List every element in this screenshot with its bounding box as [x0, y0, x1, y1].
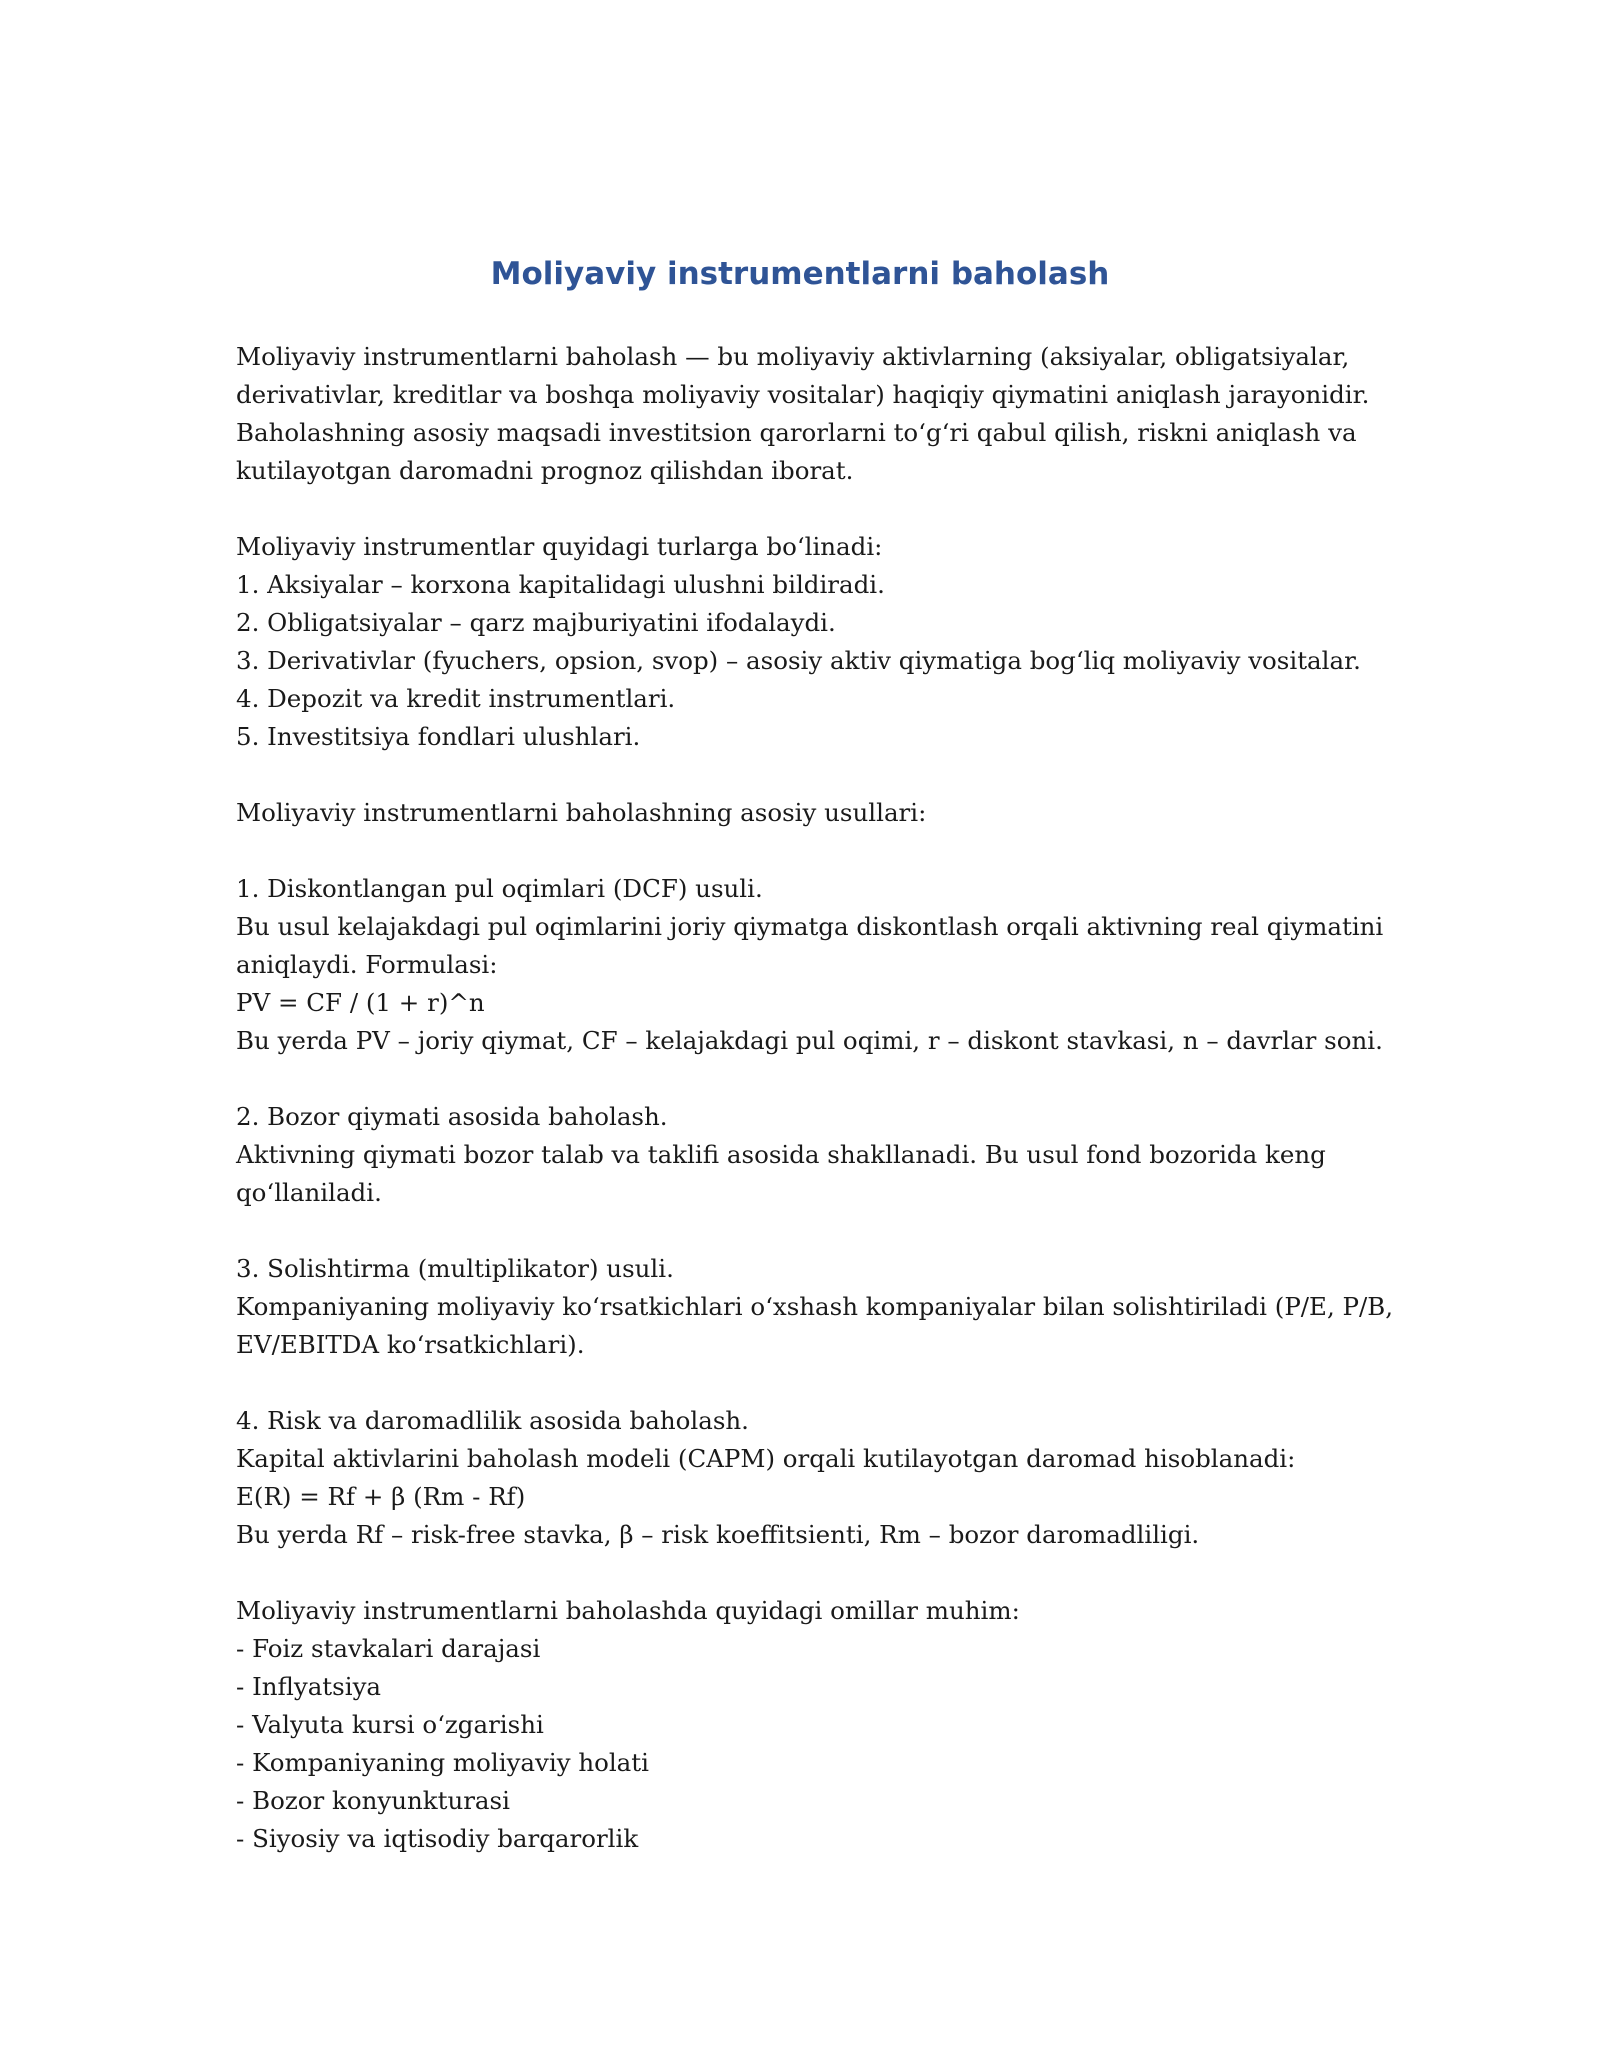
method-multiplier [236, 1250, 1394, 1364]
paragraph-spacer [236, 490, 1376, 528]
factors-section [236, 1592, 1376, 1858]
paragraph-spacer [236, 1554, 1376, 1592]
intro-line: kutilayotgan daromadni prognoz qilishdan iborat. [236, 456, 854, 485]
method-text: Bu yerda PV – joriy qiymat, CF – kelajakdagi pul oqimi, r – diskont stavkasi, n – davrlar soni. [236, 1026, 1383, 1055]
list-item: - Kompaniyaning moliyaviy holati [236, 1748, 649, 1777]
list-item: 1. Aksiyalar – korxona kapitalidagi ulushni bildiradi. [236, 570, 885, 599]
method-market-value [236, 1098, 1376, 1212]
method-text: aniqlaydi. Formulasi: [236, 950, 498, 979]
formula: E(R) = Rf + β (Rm - Rf) [236, 1482, 526, 1511]
intro-line: Moliyaviy instrumentlarni baholash — bu moliyaviy aktivlarning (aksiyalar, obligatsiyalar, [236, 342, 1350, 371]
document-title: Moliyaviy instrumentlarni baholash [490, 256, 1110, 292]
method-text: Kapital aktivlarini baholash modeli (CAPM) orqali kutilayotgan daromad hisoblanadi: [236, 1444, 1296, 1473]
intro-line: Baholashning asosiy maqsadi investitsion qarorlarni to‘g‘ri qabul qilish, riskni aniqlash va [236, 418, 1357, 447]
types-section [236, 528, 1376, 756]
method-text: EV/EBITDA ko‘rsatkichlari). [236, 1330, 585, 1359]
method-title: 4. Risk va daromadlilik asosida baholash. [236, 1406, 749, 1435]
paragraph-spacer [236, 756, 1376, 794]
method-title: 3. Solishtirma (multiplikator) usuli. [236, 1254, 674, 1283]
list-item: - Inflyatsiya [236, 1672, 382, 1701]
paragraph-spacer [236, 1212, 1376, 1250]
method-dcf [236, 870, 1384, 1060]
factors-heading: Moliyaviy instrumentlarni baholashda quyidagi omillar muhim: [236, 1596, 1020, 1625]
intro-line: derivativlar, kreditlar va boshqa moliyaviy vositalar) haqiqiy qiymatini aniqlash jarayonidir. [236, 380, 1370, 409]
list-item: 2. Obligatsiyalar – qarz majburiyatini ifodalaydi. [236, 608, 836, 637]
method-title: 2. Bozor qiymati asosida baholash. [236, 1102, 668, 1131]
method-text: Bu usul kelajakdagi pul oqimlarini joriy qiymatga diskontlash orqali aktivning real qiymatini [236, 912, 1384, 941]
list-item: 5. Investitsiya fondlari ulushlari. [236, 722, 641, 751]
list-item: - Foiz stavkalari darajasi [236, 1634, 541, 1663]
formula: PV = CF / (1 + r)^n [236, 988, 485, 1017]
paragraph-spacer [236, 1060, 1376, 1098]
list-item: - Valyuta kursi o‘zgarishi [236, 1710, 544, 1739]
document-body [236, 338, 1394, 1858]
method-capm [236, 1402, 1376, 1554]
intro-paragraph [236, 338, 1376, 490]
method-text: Aktivning qiymati bozor talab va taklifi asosida shakllanadi. Bu usul fond bozorida keng [236, 1140, 1326, 1169]
list-item: - Siyosiy va iqtisodiy barqarorlik [236, 1824, 639, 1853]
method-title: 1. Diskontlangan pul oqimlari (DCF) usuli. [236, 874, 763, 903]
method-text: qo‘llaniladi. [236, 1178, 382, 1207]
list-item: - Bozor konyunkturasi [236, 1786, 510, 1815]
list-item: 3. Derivativlar (fyuchers, opsion, svop) – asosiy aktiv qiymatiga bog‘liq moliyaviy vositalar. [236, 646, 1361, 675]
method-text: Kompaniyaning moliyaviy ko‘rsatkichlari o‘xshash kompaniyalar bilan solishtiriladi (P/E, P/B, [236, 1292, 1394, 1321]
method-text: Bu yerda Rf – risk-free stavka, β – risk koeffitsienti, Rm – bozor daromadliligi. [236, 1520, 1200, 1549]
paragraph-spacer [236, 1364, 1376, 1402]
list-item: 4. Depozit va kredit instrumentlari. [236, 684, 676, 713]
methods-heading: Moliyaviy instrumentlarni baholashning asosiy usullari: [236, 798, 927, 827]
paragraph-spacer [236, 832, 1376, 870]
types-heading: Moliyaviy instrumentlar quyidagi turlarga bo‘linadi: [236, 532, 883, 561]
